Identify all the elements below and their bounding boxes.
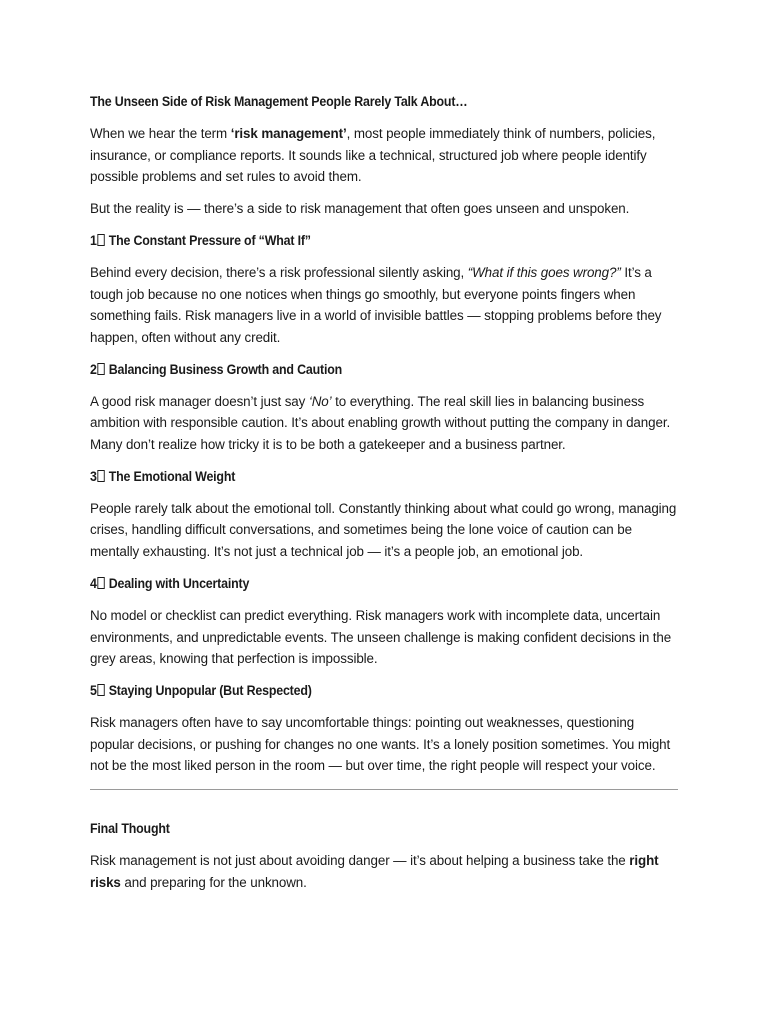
section-2-text-start: A good risk manager doesn’t just say (90, 393, 309, 409)
section-1-quote: “What if this goes wrong?” (467, 264, 621, 280)
final-paragraph (90, 850, 680, 893)
section-title-1: The Constant Pressure of “What If” (108, 232, 311, 248)
section-number-2: 2 (90, 361, 97, 377)
keycap-icon (98, 234, 105, 246)
section-body-4: No model or checklist can predict everything. Risk managers work with incomplete data, uncertain environments, and unpredictable events. The unseen challenge is making confident decisions in the grey areas, knowing that perfection is impossible. (90, 607, 672, 667)
section-number-5: 5 (90, 682, 97, 698)
final-text-start: Risk management is not just about avoiding danger — it’s about helping a business take the (90, 853, 630, 869)
section-body-2 (90, 391, 680, 456)
intro-paragraph (90, 123, 680, 188)
document-page (90, 92, 680, 893)
intro-bold-term: ‘risk management’ (230, 126, 347, 141)
section-number-3: 3 (90, 468, 97, 484)
section-body-5: Risk managers often have to say uncomfortable things: pointing out weaknesses, questioning popular decisions, or pushing for changes no one wants. It’s a lonely position sometimes. You might not be the most liked person in the room — but over time, the right people will respect your voice. (90, 714, 671, 774)
section-number-4: 4 (90, 575, 97, 591)
section-title-2: Balancing Business Growth and Caution (108, 361, 343, 377)
section-2-text-end: to everything. The real skill lies in balancing business ambition with responsible caution. It’s about enabling growth without putting the company in danger. Many don’t realize how tricky it is to be both a gatekeeper and a business partner. (90, 393, 671, 453)
section-title-4: Dealing with Uncertainty (108, 575, 250, 591)
section-2-quote: ‘No’ (308, 393, 332, 409)
final-heading: Final Thought (90, 821, 170, 837)
section-title-3: The Emotional Weight (108, 468, 236, 484)
intro-text-start: When we hear the term (90, 126, 231, 141)
section-heading-4 (90, 574, 633, 594)
document-title: The Unseen Side of Risk Management People Rarely Talk About… (90, 94, 468, 109)
section-1-text-end: It’s a tough job because no one notices when things go smoothly, but everyone points fingers when something fails. Risk managers live in a world of invisible battles — stopping problems before they happen, often without any credit. (90, 264, 662, 345)
keycap-icon (98, 577, 105, 589)
intro-paragraph-2: But the reality is — there’s a side to risk management that often goes unseen and unspoken. (90, 201, 630, 217)
section-heading-1 (90, 231, 633, 251)
section-body-3: People rarely talk about the emotional toll. Constantly thinking about what could go wrong, managing crises, handling difficult conversations, and sometimes being the lone voice of caution can be mentally exhausting. It’s not just a technical job — it’s a people job, an emotional job. (90, 500, 677, 560)
section-heading-2 (90, 360, 633, 380)
keycap-icon (98, 470, 105, 482)
section-title-5: Staying Unpopular (But Respected) (108, 682, 312, 698)
section-heading-3 (90, 467, 633, 487)
final-bold-term: right risks (90, 853, 659, 890)
intro-text-end: , most people immediately think of numbers, policies, insurance, or compliance reports. It sounds like a technical, structured job where people identify possible problems and set rules to avoid them. (90, 126, 656, 185)
keycap-icon (98, 684, 105, 696)
section-heading-5 (90, 681, 633, 701)
section-body-1 (90, 262, 680, 349)
keycap-icon (98, 363, 105, 375)
section-number-1: 1 (90, 232, 97, 248)
final-text-end: and preparing for the unknown. (120, 874, 307, 890)
section-1-text-start: Behind every decision, there’s a risk professional silently asking, (90, 264, 468, 280)
